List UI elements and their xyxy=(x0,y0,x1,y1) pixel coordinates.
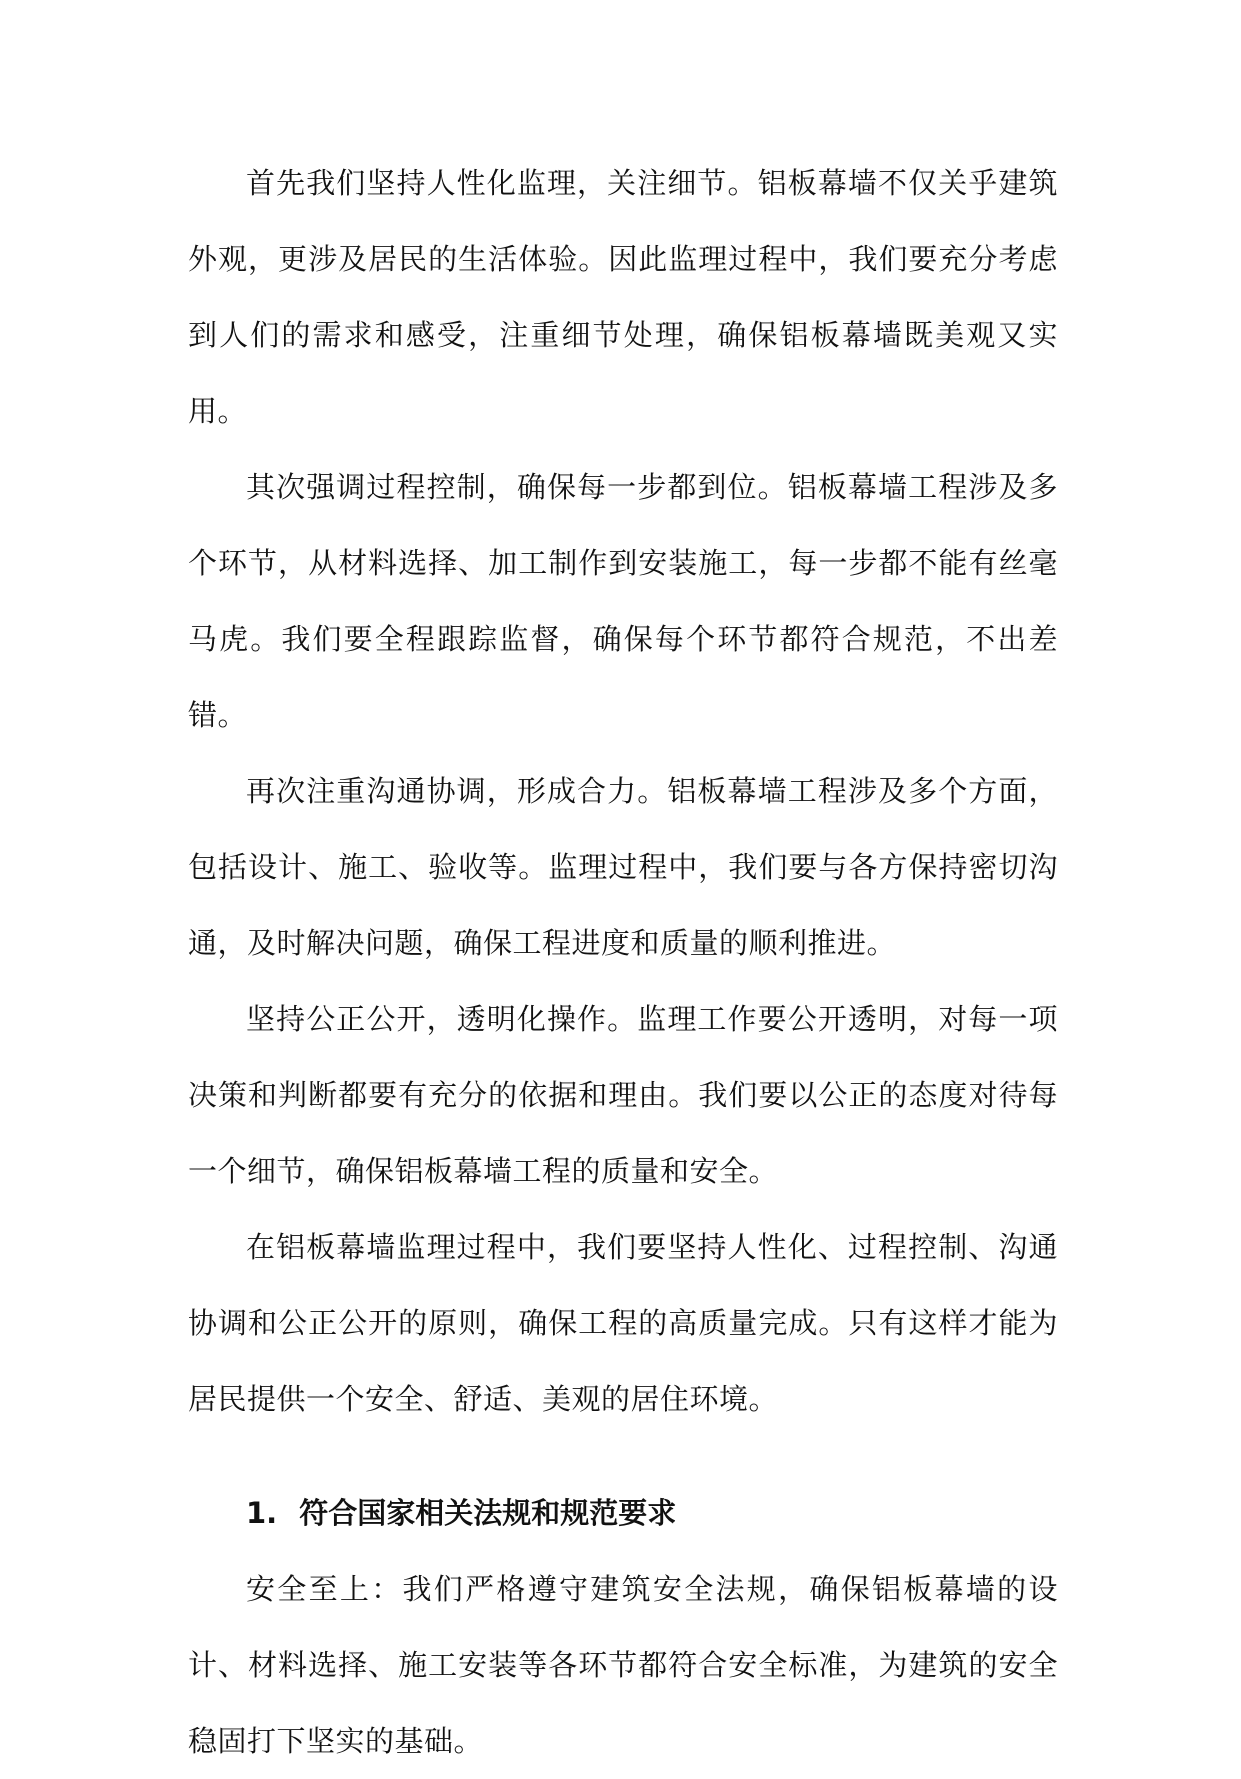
section-title: 符合国家相关法规和规范要求 xyxy=(299,1496,677,1530)
section-number: 1. xyxy=(246,1496,278,1530)
document-body xyxy=(188,145,1058,1779)
paragraph: 再次注重沟通协调，形成合力。铝板幕墙工程涉及多个方面，包括设计、施工、验收等。监理过程中，我们要与各方保持密切沟通，及时解决问题，确保工程进度和质量的顺利推进。 xyxy=(188,774,1058,960)
paragraph: 安全至上：我们严格遵守建筑安全法规，确保铝板幕墙的设计、材料选择、施工安装等各环节都符合安全标准，为建筑的安全稳固打下坚实的基础。 xyxy=(188,1572,1058,1758)
paragraph: 坚持公正公开，透明化操作。监理工作要公开透明，对每一项决策和判断都要有充分的依据和理由。我们要以公正的态度对待每一个细节，确保铝板幕墙工程的质量和安全。 xyxy=(188,1002,1058,1188)
paragraph: 在铝板幕墙监理过程中，我们要坚持人性化、过程控制、沟通协调和公正公开的原则，确保工程的高质量完成。只有这样才能为居民提供一个安全、舒适、美观的居住环境。 xyxy=(188,1230,1058,1416)
section-heading xyxy=(188,1475,1058,1551)
paragraph: 其次强调过程控制，确保每一步都到位。铝板幕墙工程涉及多个环节，从材料选择、加工制作到安装施工，每一步都不能有丝毫马虎。我们要全程跟踪监督，确保每个环节都符合规范，不出差错。 xyxy=(188,470,1058,732)
paragraph: 首先我们坚持人性化监理，关注细节。铝板幕墙不仅关乎建筑外观，更涉及居民的生活体验。因此监理过程中，我们要充分考虑到人们的需求和感受，注重细节处理，确保铝板幕墙既美观又实用。 xyxy=(188,166,1058,428)
